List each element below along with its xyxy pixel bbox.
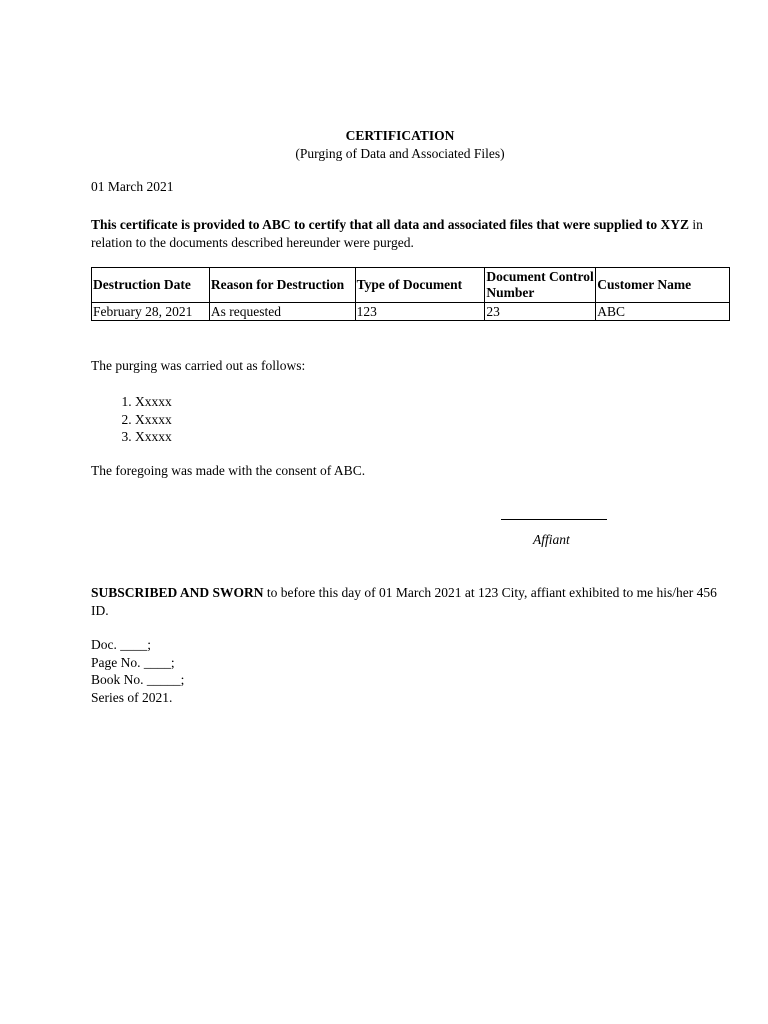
purging-steps-list xyxy=(91,393,172,446)
notary-doc: Doc. ____; xyxy=(91,637,151,652)
intro-paragraph xyxy=(91,216,721,252)
purging-lead-text: The purging was carried out as follows: xyxy=(91,358,306,373)
header-customer-name: Customer Name xyxy=(596,268,730,303)
intro-recipient: XYZ xyxy=(660,217,690,232)
intro-part-1: This certificate is provided to xyxy=(91,217,263,232)
affiant-label: Affiant xyxy=(533,532,570,547)
table-header-row xyxy=(92,268,730,303)
cell-customer-name: ABC xyxy=(596,303,730,321)
title-block xyxy=(0,127,768,163)
notary-page: Page No. ____; xyxy=(91,654,175,670)
header-reason-for-destruction: Reason for Destruction xyxy=(209,268,355,303)
document-date: 01 March 2021 xyxy=(91,179,174,194)
list-item: 1. Xxxxx xyxy=(135,393,172,411)
notary-series: Series of 2021. xyxy=(91,689,173,705)
table-row xyxy=(92,303,730,321)
notary-details xyxy=(91,636,184,706)
document-subtitle: (Purging of Data and Associated Files) xyxy=(295,146,505,161)
destruction-table xyxy=(91,267,730,321)
intro-part-2: to certify that all data and associated files that were supplied to xyxy=(290,217,661,232)
intro-provider: ABC xyxy=(262,217,291,232)
consent-statement: The foregoing was made with the consent of ABC. xyxy=(91,463,366,478)
header-document-control-number: Document Control Number xyxy=(485,268,596,303)
cell-reason: As requested xyxy=(209,303,355,321)
sworn-lead: SUBSCRIBED AND SWORN xyxy=(91,585,264,600)
cell-destruction-date: February 28, 2021 xyxy=(92,303,210,321)
sworn-statement xyxy=(91,584,721,620)
signature-line xyxy=(501,519,607,520)
header-type-of-document: Type of Document xyxy=(355,268,485,303)
document-title: CERTIFICATION xyxy=(345,128,455,143)
sworn-rest: to before this day of 01 March 2021 at 123 City, affiant exhibited to me his/her 456 ID. xyxy=(91,585,717,618)
list-item: 2. Xxxxx xyxy=(135,411,172,429)
header-destruction-date: Destruction Date xyxy=(92,268,210,303)
cell-document-type: 123 xyxy=(355,303,485,321)
cell-control-number: 23 xyxy=(485,303,596,321)
list-item: 3. Xxxxx xyxy=(135,428,172,446)
intro-part-3: in relation to the documents described hereunder were purged. xyxy=(91,217,703,250)
notary-book: Book No. _____; xyxy=(91,672,185,687)
